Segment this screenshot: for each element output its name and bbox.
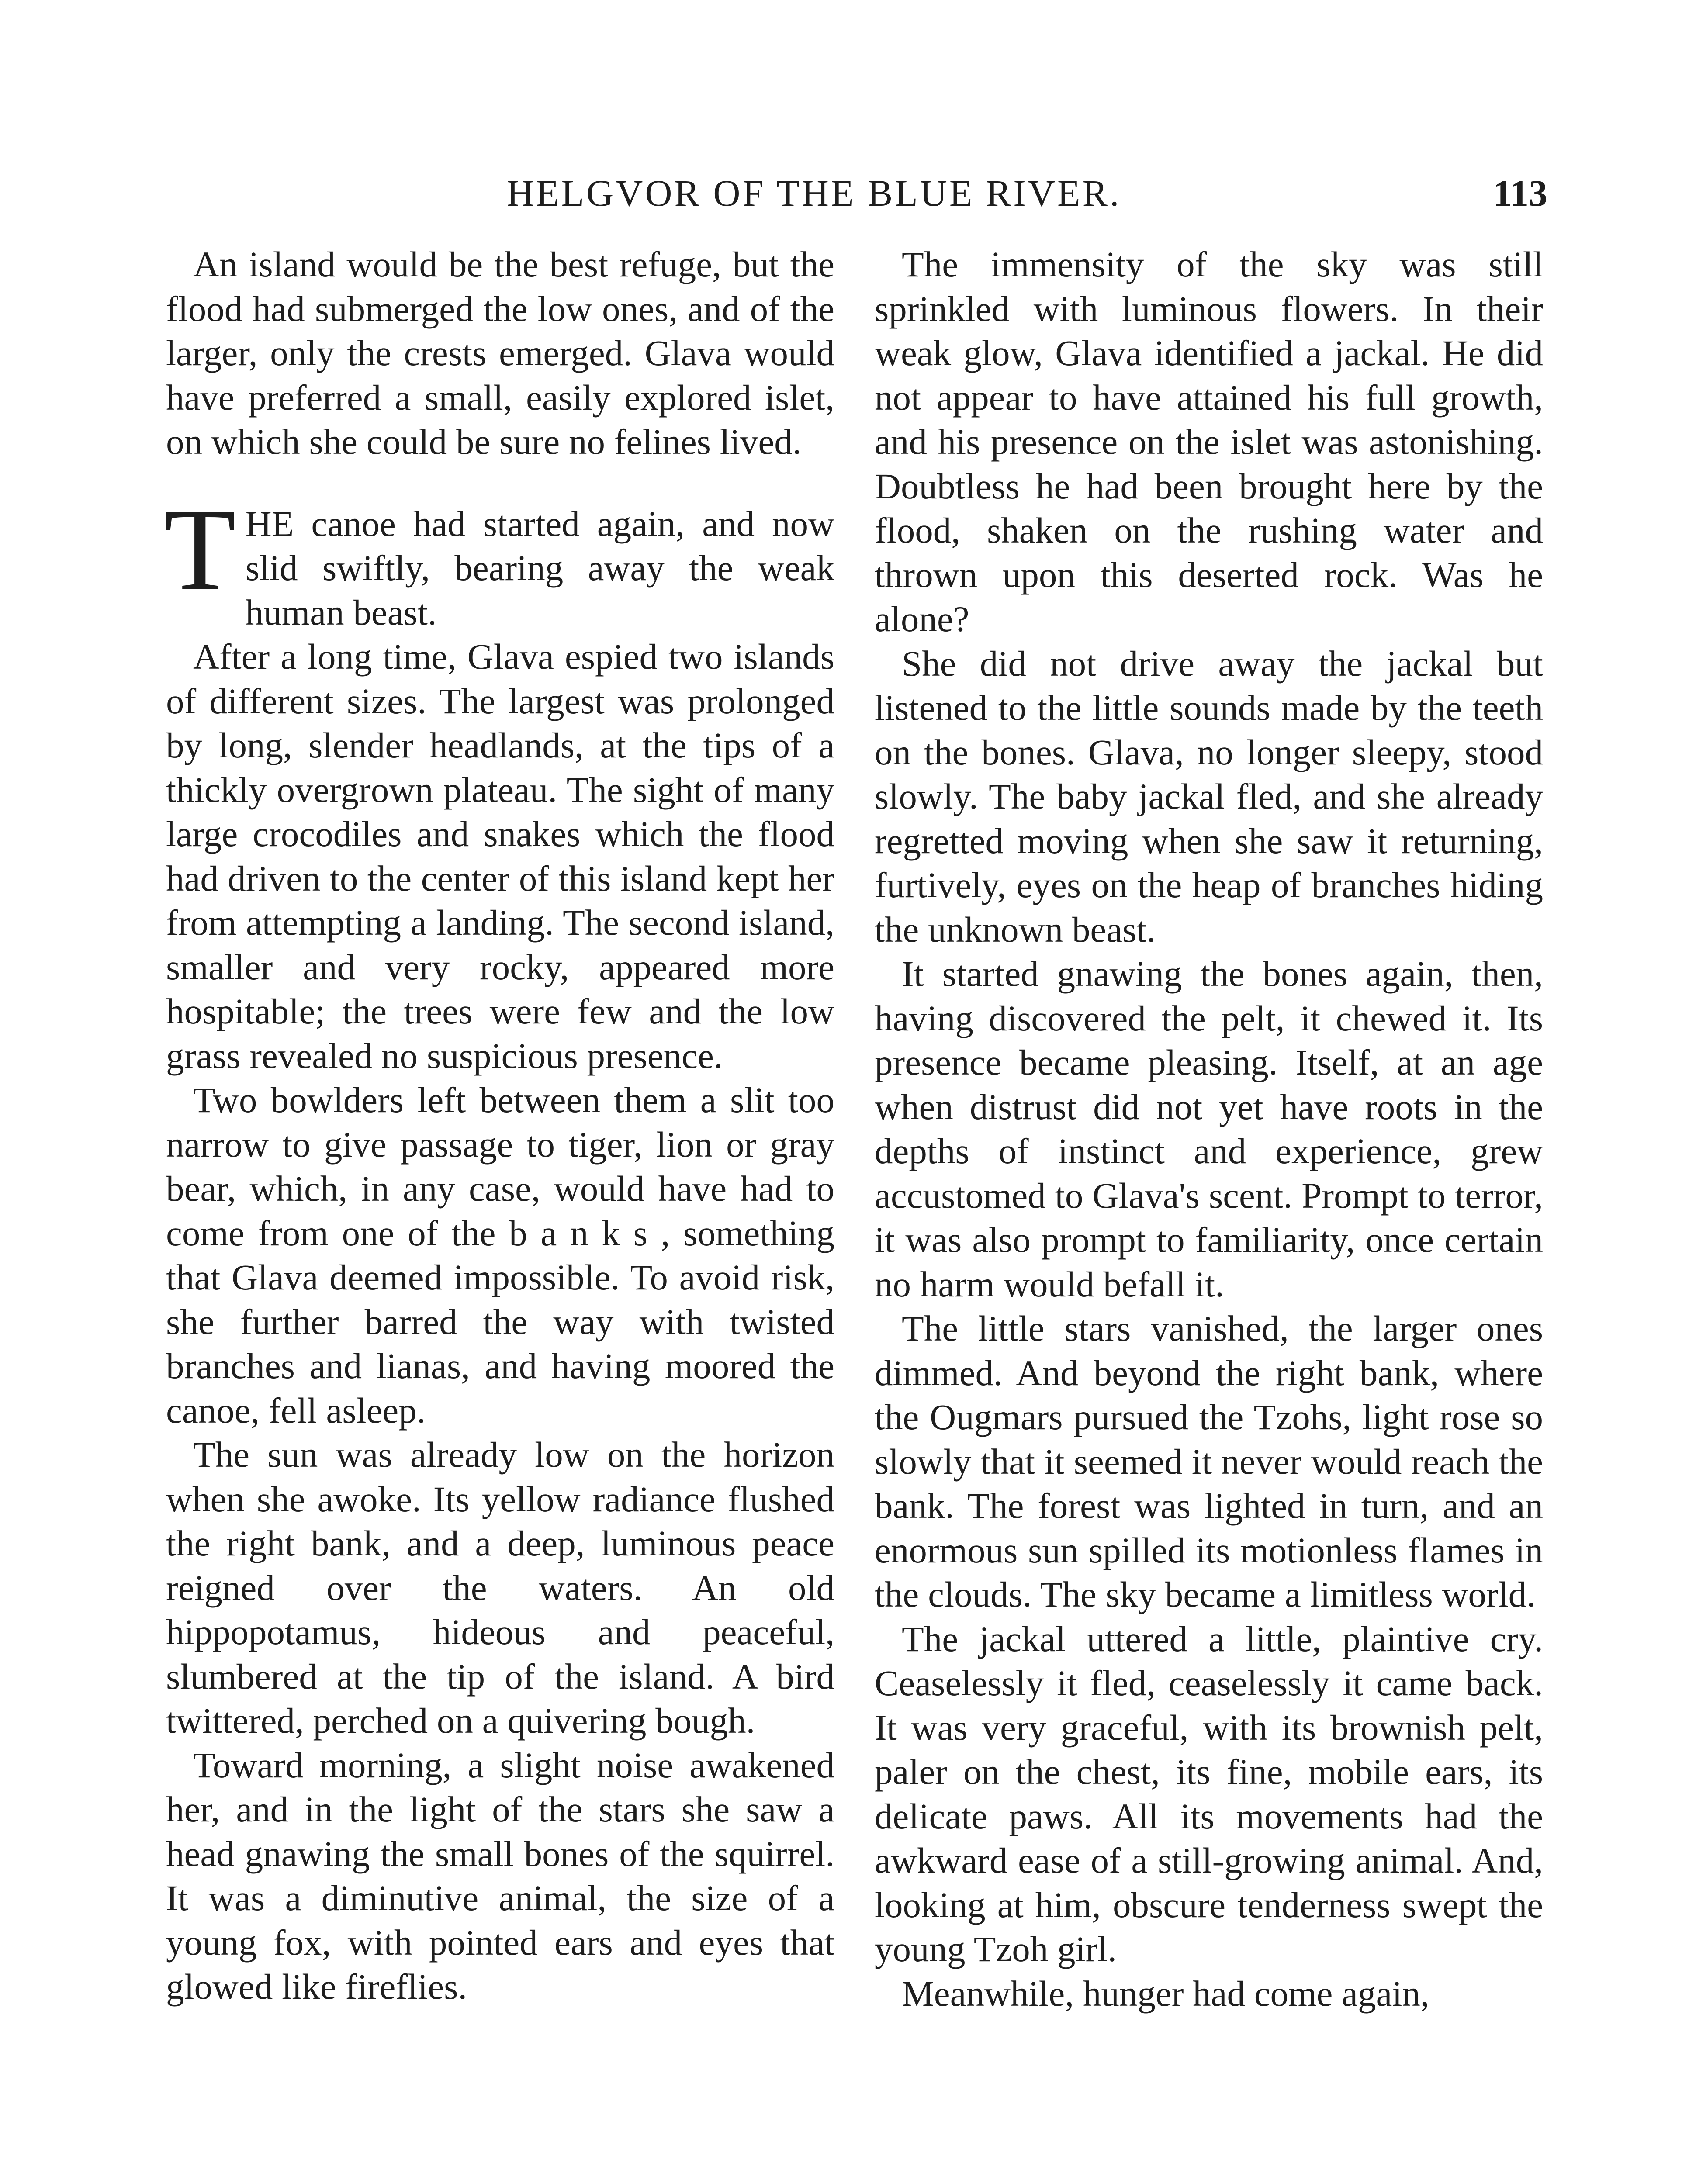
paragraph: Toward morning, a slight noise awakened her, and in the light of the stars she saw a head gnawing the small bones of the squirrel. It was a diminutive animal, the size of a young fox, with pointed ears and eyes that glowed like fireflies. bbox=[166, 1745, 834, 2007]
paragraph: The jackal uttered a little, plaintive cry. Ceaselessly it fled, ceaselessly it came back. It was very graceful, with its brownish pelt, paler on the chest, its fine, mobile ears, its delicate paws. All its movements had the awkward ease of a still-growing animal. And, looking at him, obscure tenderness swept the young Tzoh girl. bbox=[875, 1618, 1543, 1969]
right-column bbox=[875, 242, 1543, 2016]
running-title: HELGVOR OF THE BLUE RIVER. bbox=[507, 172, 1121, 214]
paragraph: After a long time, Glava espied two islands of different sizes. The largest was prolonged by long, slender headlands, at the tips of a thickly overgrown plateau. The sight of many large crocodiles and snakes which the flood had driven to the center of this island kept her from attempting a landing. The second island, smaller and very rocky, appeared more hospitable; the trees were few and the low grass revealed no suspicious presence. bbox=[166, 636, 834, 1076]
page-number: 113 bbox=[1493, 172, 1547, 214]
paragraph: An island would be the best refuge, but the flood had submerged the low ones, and of the larger, only the crests emerged. Glava would have preferred a small, easily explored islet, on which she could be sure no felines lived. bbox=[166, 244, 834, 462]
paragraph: The sun was already low on the horizon when she awoke. Its yellow radiance flushed the right bank, and a deep, luminous peace reigned over the waters. An old hippopotamus, hideous and peaceful, slumbered at the tip of the island. A bird twittered, perched on a quivering bough. bbox=[166, 1434, 834, 1741]
paragraph: The immensity of the sky was still sprinkled with luminous flowers. In their weak glow, Glava identified a jackal. He did not appear to have attained his full growth, and his presence on the islet was astonishing. Doubtless he had been brought here by the flood, shaken on the rushing water and thrown upon this deserted rock. Was he alone? bbox=[875, 244, 1543, 639]
left-column bbox=[166, 242, 834, 2009]
paragraph: Meanwhile, hunger had come again, bbox=[902, 1973, 1429, 2014]
drop-cap: T bbox=[164, 484, 236, 614]
paragraph: The little stars vanished, the larger ones dimmed. And beyond the right bank, where the Ougmars pursued the Tzohs, light rose so slowly that it seemed it never would reach the bank. The forest was lighted in turn, and an enormous sun spilled its motionless flames in the clouds. The sky became a limitless world. bbox=[875, 1308, 1543, 1614]
drop-cap-paragraph bbox=[164, 484, 834, 635]
paragraph: Two bowlders left between them a slit too narrow to give passage to tiger, lion or gray bear, which, in any case, would have had to come from one of the b a n k s , something that Glava deemed impossible. To avoid risk, she further barred the way with twisted branches and lianas, and having moored the canoe, fell asleep. bbox=[166, 1080, 834, 1431]
paragraph: It started gnawing the bones again, then, having discovered the pelt, it chewed it. Its presence became pleasing. Itself, at an age when distrust did not yet have roots in the depths of instinct and experience, grew accustomed to Glava's scent. Prompt to terror, it was also prompt to familiarity, once certain no harm would befall it. bbox=[875, 954, 1543, 1304]
paragraph: She did not drive away the jackal but listened to the little sounds made by the teeth on the bones. Glava, no longer sleepy, stood slowly. The baby jackal fled, and she already regretted moving when she saw it returning, furtively, eyes on the heap of branches hiding the unknown beast. bbox=[875, 643, 1543, 950]
paragraph-text: HE canoe had started again, and now slid swiftly, bearing away the weak human beast. bbox=[245, 503, 834, 632]
